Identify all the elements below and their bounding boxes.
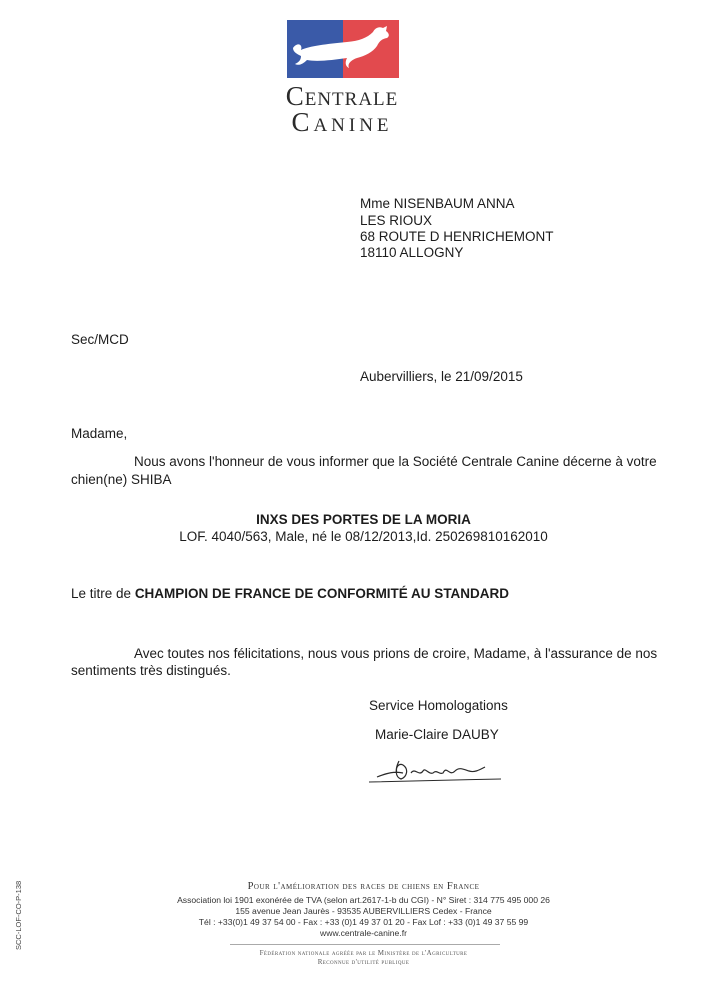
footer-website: www.centrale-canine.fr [320, 928, 407, 938]
footer-address: 155 avenue Jean Jaurès - 93535 AUBERVILLIERS Cedex - France [235, 906, 492, 916]
centrale-canine-logo-icon [287, 20, 399, 78]
reference-code: Sec/MCD [71, 332, 129, 347]
salutation: Madame, [71, 426, 128, 441]
dog-name: INXS DES PORTES DE LA MORIA [256, 512, 471, 527]
title-prefix: Le titre de [71, 586, 132, 601]
recipient-address-line2: 68 ROUTE D HENRICHEMONT [360, 229, 554, 244]
closing-line1: Avec toutes nos félicitations, nous vous prions de croire, Madame, à l'assurance de nos [134, 646, 658, 661]
place-date: Aubervilliers, le 21/09/2015 [360, 369, 523, 384]
footer-federation-line1: Fédération nationale agréée par le Ministère de l'Agriculture [259, 949, 468, 957]
footer-phones: Tél : +33(0)1 49 37 54 00 - Fax : +33 (0)1 49 37 01 20 - Fax Lof : +33 (0)1 49 37 55 99 [198, 917, 529, 927]
dog-details: LOF. 4040/563, Male, né le 08/12/2013,Id. 250269810162010 [179, 529, 548, 544]
recipient-city: 18110 ALLOGNY [360, 245, 464, 260]
footer-divider [230, 944, 500, 945]
footer-federation-line2: Reconnue d'utilité publique [317, 958, 410, 966]
footer-legal: Association loi 1901 exonérée de TVA (selon art.2617-1-b du CGI) - N° Siret : 314 775 495 000 26 [177, 895, 550, 905]
signature-name: Marie-Claire DAUBY [375, 727, 499, 742]
recipient-address-line1: LES RIOUX [360, 213, 433, 228]
title-line [71, 585, 509, 602]
handwritten-signature-icon [365, 755, 505, 787]
championship-title: CHAMPION DE FRANCE DE CONFORMITÉ AU STANDARD [134, 586, 510, 601]
recipient-name: Mme NISENBAUM ANNA [360, 196, 515, 211]
intro-line2: chien(ne) SHIBA [71, 472, 172, 487]
intro-line1: Nous avons l'honneur de vous informer que la Société Centrale Canine décerne à votre [134, 454, 657, 469]
closing-line2: sentiments très distingués. [71, 663, 231, 678]
logo-wordmark-line2: Canine [291, 107, 393, 137]
side-document-reference: SCC-LOF-CO-P-138 [14, 880, 23, 950]
signature-service: Service Homologations [369, 698, 508, 713]
logo-wordmark-line1: Centrale [285, 81, 399, 111]
footer-motto: Pour l'amélioration des races de chiens en France [247, 881, 480, 892]
